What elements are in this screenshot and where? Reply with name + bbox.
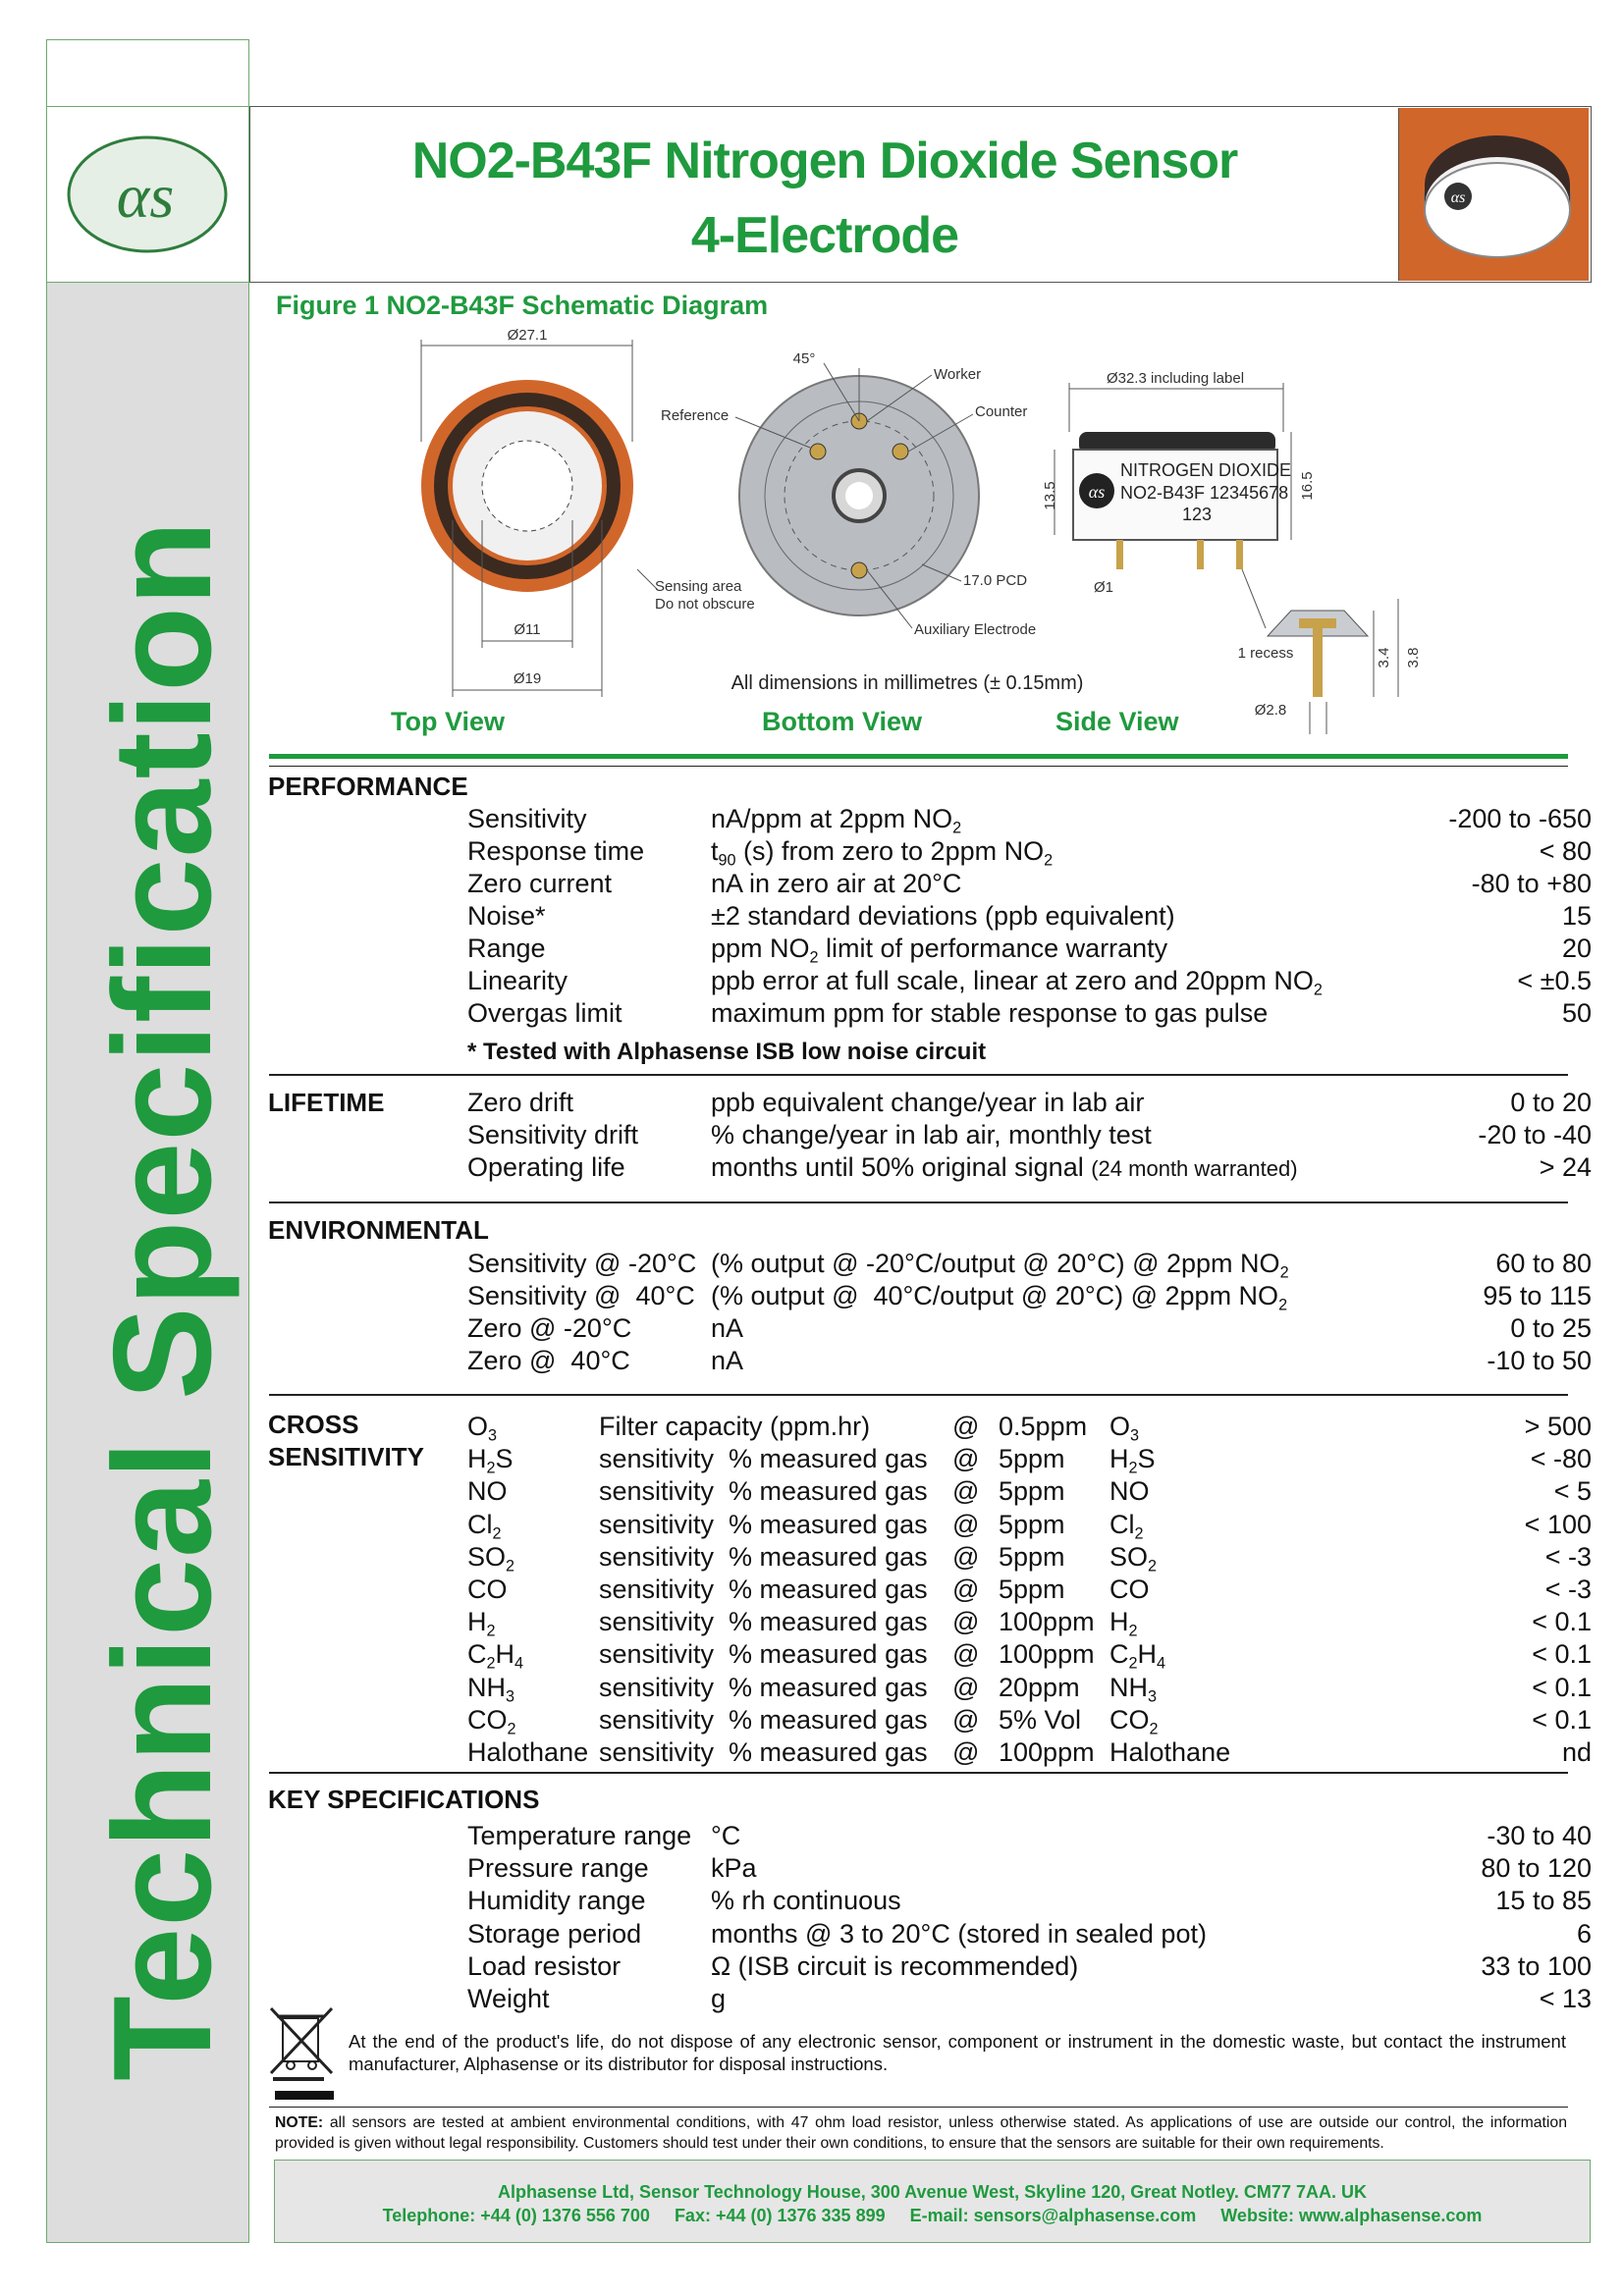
gas-name: $NH_3$ xyxy=(467,1672,515,1706)
gas-name: $O_3$ xyxy=(467,1412,498,1445)
gas-name: Halothane xyxy=(467,1737,589,1767)
param-desc: (% output @ -20°C/output @ 20°C) @ 2ppm $NO_2$ xyxy=(711,1249,1289,1282)
table-row xyxy=(467,1086,1623,1119)
at-symbol: @ xyxy=(952,1509,980,1539)
label-sensing-area: Sensing area xyxy=(655,578,742,595)
param-name: Sensitivity @ -20°C xyxy=(467,1249,697,1278)
param-name: Humidity range xyxy=(467,1886,646,1916)
param-name: Zero @ -20°C xyxy=(467,1313,632,1343)
param-value: < ±0.5 xyxy=(1517,966,1592,995)
table-row xyxy=(467,834,1623,868)
side-view-drawing xyxy=(1042,370,1422,734)
sensitivity-type: Filter capacity (ppm.hr) xyxy=(599,1412,871,1441)
table-row xyxy=(467,1442,1623,1475)
label-reference: Reference xyxy=(661,407,730,424)
table-row xyxy=(467,1573,1623,1606)
dimensions-note: All dimensions in millimetres (± 0.15mm) xyxy=(730,672,1084,694)
table-row xyxy=(467,1279,1623,1312)
table-row xyxy=(467,1884,1623,1917)
table-row xyxy=(467,1508,1623,1541)
sensitivity-type: sensitivity xyxy=(599,1704,715,1735)
dim-h34: 3.4 xyxy=(1376,647,1392,668)
section-rule xyxy=(269,1074,1568,1076)
param-value: < 13 xyxy=(1539,1984,1592,2013)
performance-note: * Tested with Alphasense ISB low noise circuit xyxy=(467,1039,987,1065)
test-gas: CO xyxy=(1109,1575,1150,1604)
param-desc: (% output @ 40°C/output @ 20°C) @ 2ppm $NO_2$ xyxy=(711,1281,1288,1314)
section-rule xyxy=(269,1394,1568,1396)
param-name: Range xyxy=(467,934,546,963)
sensitivity-type: sensitivity xyxy=(599,1639,715,1670)
at-symbol: @ xyxy=(952,1541,980,1572)
at-symbol: @ xyxy=(952,1412,980,1441)
title-line-2: 4-Electrode xyxy=(690,207,959,264)
performance-heading: PERFORMANCE xyxy=(268,772,468,801)
cross-value: < 100 xyxy=(1524,1509,1592,1539)
cross-value: nd xyxy=(1561,1737,1592,1767)
measured-gas: % measured gas xyxy=(729,1704,928,1735)
environmental-heading: ENVIRONMENTAL xyxy=(268,1215,489,1245)
cross-heading-2: SENSITIVITY xyxy=(268,1442,424,1471)
concentration: 5ppm xyxy=(999,1444,1065,1474)
dim-d323: Ø32.3 including label xyxy=(1106,370,1245,387)
logo-box xyxy=(46,106,249,283)
param-name: Zero @ 40°C xyxy=(467,1346,630,1375)
bottom-view-label: Bottom View xyxy=(762,707,923,736)
param-value: 15 to 85 xyxy=(1495,1886,1592,1916)
test-gas: Halothane xyxy=(1109,1737,1231,1767)
dim-h38: 3.8 xyxy=(1405,647,1422,668)
param-value: -30 to 40 xyxy=(1487,1821,1592,1850)
test-gas: $H_2$ xyxy=(1109,1607,1138,1640)
dim-d11: Ø11 xyxy=(514,621,541,638)
test-gas: $SO_2$ xyxy=(1109,1541,1158,1575)
cross-heading-1: CROSS xyxy=(268,1410,359,1439)
table-row xyxy=(467,1247,1623,1280)
black-bar xyxy=(275,2091,334,2100)
label-do-not-obscure: Do not obscure xyxy=(655,596,755,613)
dim-d1: Ø1 xyxy=(1093,579,1114,596)
label-pcd: 17.0 PCD xyxy=(963,572,1028,589)
test-gas: NO xyxy=(1109,1476,1150,1507)
at-symbol: @ xyxy=(952,1639,980,1670)
disposal-text: At the end of the product's life, do not dispose of any electronic sensor, component or instrument in the domestic waste, but contact the instrument manufacturer, Alphasense or its distributor for disposal instructions. xyxy=(349,2031,1566,2074)
test-gas: $NH_3$ xyxy=(1109,1672,1158,1706)
concentration: 5ppm xyxy=(999,1541,1065,1572)
param-desc: nA/ppm at 2ppm $NO_2$ xyxy=(711,804,962,837)
table-row xyxy=(467,1735,1623,1769)
param-desc: ±2 standard deviations (ppb equivalent) xyxy=(711,901,1175,931)
note-text: NOTE: all sensors are tested at ambient environmental conditions, with 47 ohm load resistor, unless otherwise stated. As applications of use are outside our control, the information provided is given without legal responsibility. Customers should test under their own conditions, to ensure that the sensors are suitable for their own requirements. xyxy=(275,2114,1567,2152)
concentration: 100ppm xyxy=(999,1607,1095,1637)
table-row xyxy=(467,1949,1623,1983)
param-value: 6 xyxy=(1576,1918,1592,1949)
param-value: -80 to +80 xyxy=(1471,869,1592,898)
test-gas: $C_2H_4$ xyxy=(1109,1639,1166,1674)
param-name: Operating life xyxy=(467,1152,625,1182)
param-name: Load resistor xyxy=(467,1950,622,1981)
param-desc: % rh continuous xyxy=(711,1886,901,1916)
param-name: Pressure range xyxy=(467,1853,649,1884)
table-row xyxy=(467,867,1623,900)
lifetime-heading: LIFETIME xyxy=(268,1088,385,1117)
concentration: 5% Vol xyxy=(999,1704,1082,1735)
at-symbol: @ xyxy=(952,1704,980,1735)
side-label-line1: NITROGEN DIOXIDE xyxy=(1120,460,1292,480)
dim-h135: 13.5 xyxy=(1042,481,1058,510)
dim-d28: Ø2.8 xyxy=(1254,702,1287,719)
footer-address: Alphasense Ltd, Sensor Technology House, 300 Avenue West, Skyline 120, Great Notley. CM77 7AA. UK xyxy=(498,2182,1367,2202)
table-row xyxy=(467,1637,1623,1674)
param-name: Sensitivity drift xyxy=(467,1120,639,1149)
param-value: 0 to 25 xyxy=(1510,1313,1592,1343)
dim-h165: 16.5 xyxy=(1299,471,1316,501)
param-desc: nA in zero air at 20°C xyxy=(711,869,962,898)
gas-name: $H_2$ xyxy=(467,1607,496,1640)
gas-name: NO xyxy=(467,1476,508,1507)
sensitivity-type: sensitivity xyxy=(599,1509,715,1539)
param-desc: Ω (ISB circuit is recommended) xyxy=(711,1950,1079,1981)
param-value: -200 to -650 xyxy=(1448,804,1592,833)
sensitivity-type: sensitivity xyxy=(599,1672,715,1702)
figure-title: Figure 1 NO2-B43F Schematic Diagram xyxy=(276,291,769,320)
table-row xyxy=(467,1344,1623,1377)
cross-value: < 0.1 xyxy=(1532,1639,1592,1670)
param-value: 60 to 80 xyxy=(1495,1249,1592,1278)
table-row xyxy=(467,1474,1623,1508)
test-gas: $Cl_2$ xyxy=(1109,1509,1144,1543)
concentration: 0.5ppm xyxy=(999,1412,1088,1441)
footer xyxy=(274,2160,1591,2243)
test-gas: $O_3$ xyxy=(1109,1412,1140,1445)
param-desc: ppb equivalent change/year in lab air xyxy=(711,1088,1145,1117)
sensitivity-type: sensitivity xyxy=(599,1575,715,1604)
measured-gas: % measured gas xyxy=(729,1509,928,1539)
cross-value: < -80 xyxy=(1530,1444,1592,1474)
param-desc: % change/year in lab air, monthly test xyxy=(711,1120,1152,1149)
param-desc: $t_{90}$ (s) from zero to 2ppm $NO_2$ xyxy=(711,836,1054,870)
param-desc: ppm $NO_2$ limit of performance warranty xyxy=(711,934,1168,967)
table-row xyxy=(467,802,1623,835)
measured-gas: % measured gas xyxy=(729,1476,928,1507)
green-divider xyxy=(269,754,1568,759)
note-rule xyxy=(269,2107,1568,2108)
sidebar-top-cell xyxy=(46,39,249,108)
table-row xyxy=(467,1605,1623,1638)
sensitivity-type: sensitivity xyxy=(599,1607,715,1637)
param-desc: g xyxy=(711,1984,727,2013)
gas-name: $H_2S$ xyxy=(467,1444,514,1477)
param-name: Overgas limit xyxy=(467,998,622,1028)
param-value: 15 xyxy=(1561,901,1592,931)
at-symbol: @ xyxy=(952,1672,980,1702)
param-name: Sensitivity xyxy=(467,804,587,833)
key-spec-heading: KEY SPECIFICATIONS xyxy=(268,1785,540,1814)
measured-gas: % measured gas xyxy=(729,1639,928,1670)
param-value: 33 to 100 xyxy=(1481,1950,1592,1981)
cross-value: < 0.1 xyxy=(1532,1704,1592,1735)
at-symbol: @ xyxy=(952,1607,980,1637)
svg-text:αs: αs xyxy=(1450,189,1466,206)
measured-gas: % measured gas xyxy=(729,1607,928,1637)
cross-value: > 500 xyxy=(1524,1412,1592,1441)
cross-value: < -3 xyxy=(1544,1541,1592,1572)
label-recess: 1 recess xyxy=(1237,645,1294,662)
param-desc: °C xyxy=(711,1821,741,1850)
label-worker: Worker xyxy=(934,366,982,383)
gas-name: $SO_2$ xyxy=(467,1541,515,1575)
param-name: Weight xyxy=(467,1984,550,2013)
param-name: Response time xyxy=(467,836,645,866)
table-row xyxy=(467,1703,1623,1736)
measured-gas: % measured gas xyxy=(729,1737,928,1767)
param-desc: months @ 3 to 20°C (stored in sealed pot) xyxy=(711,1918,1207,1949)
table-row xyxy=(467,1819,1623,1852)
svg-text:αs: αs xyxy=(1088,482,1106,502)
at-symbol: @ xyxy=(952,1444,980,1474)
param-desc: nA xyxy=(711,1313,744,1343)
concentration: 5ppm xyxy=(999,1476,1065,1507)
top-view-drawing xyxy=(421,327,755,697)
concentration: 100ppm xyxy=(999,1737,1095,1767)
table-row xyxy=(467,1150,1623,1184)
param-name: Storage period xyxy=(467,1918,642,1949)
param-value: 20 xyxy=(1561,934,1592,963)
param-value: -10 to 50 xyxy=(1487,1346,1592,1375)
sensitivity-type: sensitivity xyxy=(599,1444,715,1474)
gas-name: CO xyxy=(467,1575,508,1604)
table-row xyxy=(467,1671,1623,1704)
cross-value: < 0.1 xyxy=(1532,1607,1592,1637)
sidebar-title: Technical Specification xyxy=(84,519,241,2081)
section-rule xyxy=(269,1201,1568,1203)
gas-name: $CO_2$ xyxy=(467,1704,516,1738)
page-title xyxy=(295,124,1355,273)
weee-bin-icon xyxy=(265,2002,340,2081)
cross-value: < 5 xyxy=(1553,1476,1592,1507)
footer-contact: Telephone: +44 (0) 1376 556 700 Fax: +44 (0) 1376 335 899 E-mail: sensors@alphasense.com Website: www.alphasense.com xyxy=(382,2206,1483,2225)
top-view-label: Top View xyxy=(391,707,506,736)
param-value: 50 xyxy=(1561,998,1592,1028)
dim-d19: Ø19 xyxy=(513,670,542,687)
param-name: Sensitivity @ 40°C xyxy=(467,1281,695,1310)
at-symbol: @ xyxy=(952,1575,980,1604)
table-row xyxy=(467,899,1623,933)
table-row xyxy=(467,1118,1623,1151)
table-row xyxy=(467,1851,1623,1885)
label-counter: Counter xyxy=(975,403,1028,420)
gas-name: $C_2H_4$ xyxy=(467,1639,524,1674)
test-gas: $H_2S$ xyxy=(1109,1444,1156,1477)
param-value: 95 to 115 xyxy=(1483,1281,1592,1310)
concentration: 20ppm xyxy=(999,1672,1080,1702)
param-value: > 24 xyxy=(1539,1152,1592,1182)
schematic-diagram xyxy=(274,324,1591,746)
side-view-label: Side View xyxy=(1055,707,1179,736)
param-value: 80 to 120 xyxy=(1481,1853,1592,1884)
table-row xyxy=(467,1540,1623,1574)
label-auxiliary: Auxiliary Electrode xyxy=(914,621,1037,638)
thin-divider xyxy=(269,766,1568,767)
logo-text: αs xyxy=(116,161,175,231)
table-row xyxy=(467,964,1623,997)
label-angle: 45° xyxy=(792,350,816,367)
cross-value: < -3 xyxy=(1544,1575,1592,1604)
title-line-1: NO2-B43F Nitrogen Dioxide Sensor xyxy=(411,133,1238,189)
side-label-line3: 123 xyxy=(1181,505,1213,524)
param-name: Zero drift xyxy=(467,1088,574,1117)
param-value: 0 to 20 xyxy=(1510,1088,1592,1117)
param-desc: ppb error at full scale, linear at zero and 20ppm $NO_2$ xyxy=(711,966,1323,999)
table-row xyxy=(467,1410,1623,1443)
param-name: Temperature range xyxy=(467,1821,692,1850)
at-symbol: @ xyxy=(952,1737,980,1767)
param-name: Zero current xyxy=(467,869,613,898)
side-label-line2: NO2-B43F 12345678 xyxy=(1120,483,1289,503)
test-gas: $CO_2$ xyxy=(1109,1704,1159,1738)
param-name: Noise* xyxy=(467,901,546,931)
measured-gas: % measured gas xyxy=(729,1541,928,1572)
concentration: 5ppm xyxy=(999,1575,1065,1604)
gas-name: $Cl_2$ xyxy=(467,1509,502,1543)
sensitivity-type: sensitivity xyxy=(599,1476,715,1507)
sensor-photo xyxy=(1398,108,1589,281)
section-rule xyxy=(269,1772,1568,1774)
param-desc: nA xyxy=(711,1346,744,1375)
param-name: Linearity xyxy=(467,966,568,995)
sensitivity-type: sensitivity xyxy=(599,1541,715,1572)
table-row xyxy=(467,932,1623,965)
table-row xyxy=(467,1917,1623,1950)
table-row xyxy=(467,1982,1623,2015)
measured-gas: % measured gas xyxy=(729,1575,928,1604)
param-desc: maximum ppm for stable response to gas pulse xyxy=(711,998,1269,1028)
cross-value: < 0.1 xyxy=(1532,1672,1592,1702)
dim-d271: Ø27.1 xyxy=(507,327,548,344)
param-value: < 80 xyxy=(1539,836,1592,866)
param-desc: kPa xyxy=(711,1853,757,1884)
measured-gas: % measured gas xyxy=(729,1672,928,1702)
sensitivity-type: sensitivity xyxy=(599,1737,715,1767)
concentration: 100ppm xyxy=(999,1639,1095,1670)
measured-gas: % measured gas xyxy=(729,1444,928,1474)
alphasense-logo xyxy=(47,107,248,282)
param-value: -20 to -40 xyxy=(1478,1120,1592,1149)
param-desc: months until 50% original signal (24 month warranted) xyxy=(711,1152,1298,1182)
at-symbol: @ xyxy=(952,1476,980,1507)
table-row xyxy=(467,996,1623,1030)
concentration: 5ppm xyxy=(999,1509,1065,1539)
table-row xyxy=(467,1311,1623,1345)
